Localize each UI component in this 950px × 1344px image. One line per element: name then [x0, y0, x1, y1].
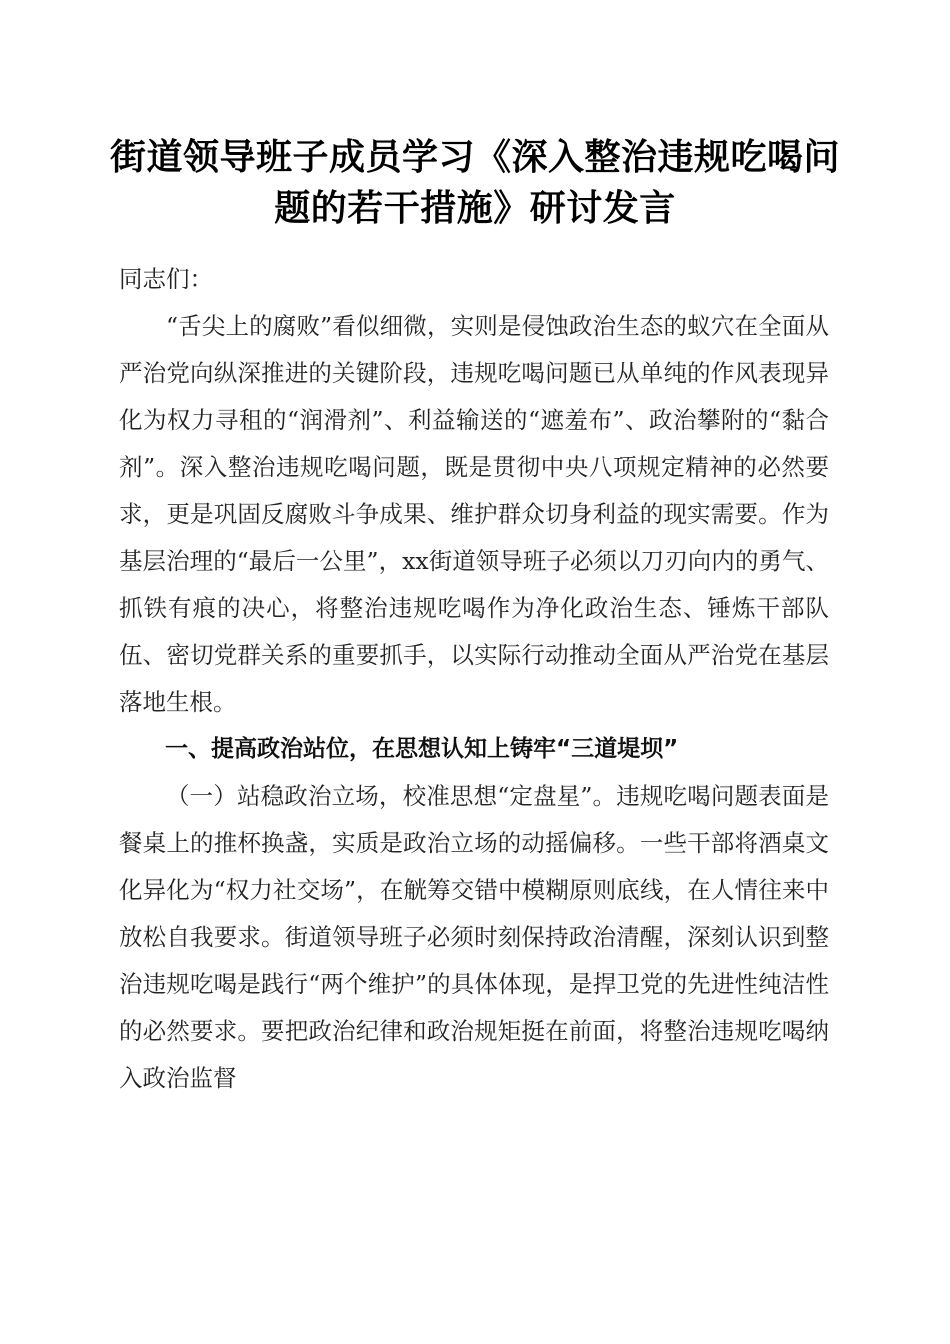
- title-line-2: 题的若干措施》研讨发言: [274, 187, 676, 229]
- intro-paragraph: “舌尖上的腐败”看似细微，实则是侵蚀政治生态的蚁穴在全面从严治党向纵深推进的关键阶段，违规吃喝问题已从单纯的作风表现异化为权力寻租的“润滑剂”、利益输送的“遮羞布”、政治攀附的“黏合剂”。深入整治违规吃喝问题，既是贯彻中央八项规定精神的必然要求，更是巩固反腐败斗争成果、维护群众切身利益的现实需要。作为基层治理的“最后一公里”，xx街道领导班子必须以刀刃向内的勇气、抓铁有痕的决心，将整治违规吃喝作为净化政治生态、锤炼干部队伍、密切党群关系的重要抓手，以实际行动推动全面从严治党在基层落地生根。: [119, 312, 829, 716]
- document-body: [119, 256, 829, 1102]
- salutation: 同志们：: [119, 265, 213, 293]
- section-1-heading: 一、提高政治站位，在思想认知上铸牢“三道堤坝”: [165, 736, 679, 762]
- title-line-1: 街道领导班子成员学习《深入整治违规吃喝问: [109, 136, 840, 178]
- document-title: [100, 132, 850, 234]
- section-1-paragraph-1: （一）站稳政治立场，校准思想“定盘星”。违规吃喝问题表面是餐桌上的推杯换盏，实质是政治立场的动摇偏移。一些干部将酒桌文化异化为“权力社交场”，在觥筹交错中模糊原则底线，在人情往来中放松自我要求。街道领导班子必须时刻保持政治清醒，深刻认识到整治违规吃喝是践行“两个维护”的具体体现，是捍卫党的先进性纯洁性的必然要求。要把政治纪律和政治规矩挺在前面，将整治违规吃喝纳入政治监督: [119, 782, 829, 1092]
